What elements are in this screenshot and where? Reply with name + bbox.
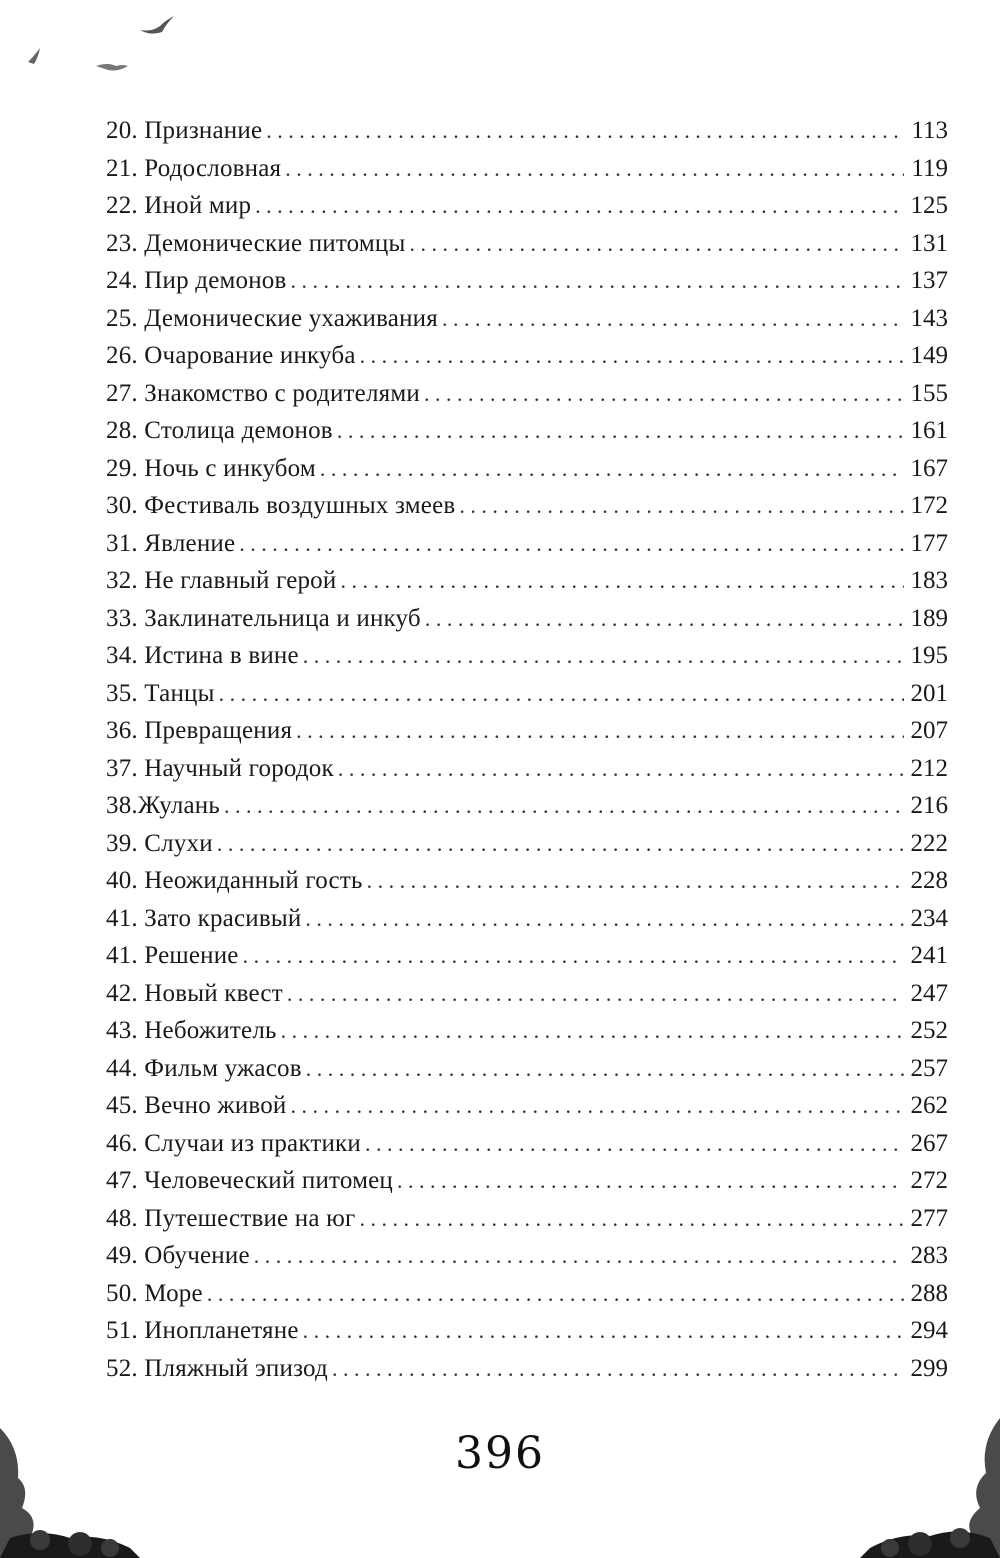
toc-entry-page: 207	[910, 717, 948, 744]
toc-leader-dots	[425, 600, 904, 638]
toc-entry	[106, 1237, 948, 1275]
toc-leader-dots	[397, 1162, 904, 1200]
toc-entry-page: 299	[910, 1354, 948, 1382]
toc-leader-dots	[303, 637, 904, 675]
toc-entry	[106, 862, 948, 900]
toc-entry-page: 262	[910, 1092, 948, 1119]
toc-leader-dots	[224, 787, 904, 825]
toc-leader-dots	[365, 1125, 904, 1163]
toc-leader-dots	[219, 675, 904, 713]
toc-entry-title: 39. Слухи	[106, 829, 213, 857]
tree-illustration-right	[850, 1388, 1000, 1558]
toc-entry-title: 40. Неожиданный гость	[106, 867, 363, 894]
toc-entry-page: 277	[910, 1204, 948, 1232]
toc-leader-dots	[306, 1050, 904, 1088]
toc-entry-title: 28. Столица демонов	[106, 417, 333, 444]
toc-entry	[106, 787, 948, 825]
toc-entry-title: 21. Родословная	[106, 154, 282, 182]
toc-entry	[106, 1050, 948, 1088]
toc-leader-dots	[296, 712, 904, 750]
toc-entry	[106, 150, 948, 188]
toc-entry-title: 42. Новый квест	[106, 979, 283, 1007]
toc-leader-dots	[281, 1012, 904, 1050]
toc-entry-title: 41. Зато красивый	[106, 904, 302, 932]
toc-entry-page: 241	[910, 942, 948, 969]
toc-leader-dots	[217, 825, 904, 863]
toc-leader-dots	[207, 1275, 904, 1313]
toc-entry-page: 222	[910, 829, 948, 857]
toc-entry-title: 34. Истина в вине	[106, 642, 299, 669]
toc-leader-dots	[340, 562, 904, 600]
toc-entry	[106, 487, 948, 525]
toc-entry-page: 167	[910, 454, 948, 482]
toc-entry	[106, 562, 948, 600]
toc-entry-title: 41. Решение	[106, 942, 239, 969]
toc-entry-page: 131	[910, 229, 948, 257]
toc-entry	[106, 675, 948, 713]
toc-entry-title: 31. Явление	[106, 529, 236, 557]
birds-illustration	[0, 0, 200, 90]
toc-leader-dots	[305, 900, 904, 938]
toc-entry-page: 247	[910, 979, 948, 1007]
toc-entry-title: 27. Знакомство с родителями	[106, 379, 420, 407]
toc-entry-page: 294	[910, 1317, 948, 1344]
toc-entry	[106, 225, 948, 263]
toc-entry-title: 24. Пир демонов	[106, 267, 287, 294]
toc-entry-page: 149	[910, 342, 948, 369]
toc-leader-dots	[359, 1200, 904, 1238]
toc-entry	[106, 1200, 948, 1238]
toc-entry-page: 161	[910, 417, 948, 444]
toc-entry-title: 37. Научный городок	[106, 754, 334, 782]
toc-entry-page: 143	[910, 304, 948, 332]
toc-entry-title: 36. Превращения	[106, 717, 293, 744]
toc-entry-page: 119	[911, 154, 948, 182]
toc-entry	[106, 712, 948, 750]
toc-leader-dots	[266, 112, 904, 150]
toc-entry-page: 257	[910, 1054, 948, 1082]
toc-entry-page: 228	[910, 867, 948, 894]
toc-leader-dots	[459, 487, 904, 525]
toc-entry-page: 113	[911, 117, 948, 144]
toc-entry	[106, 262, 948, 300]
toc-entry-page: 267	[910, 1129, 948, 1157]
toc-entry	[106, 450, 948, 488]
toc-entry-page: 137	[910, 267, 948, 294]
toc-leader-dots	[285, 150, 904, 188]
toc-entry-title: 48. Путешествие на юг	[106, 1204, 356, 1232]
toc-entry	[106, 300, 948, 338]
toc-entry	[106, 1350, 948, 1388]
toc-entry-title: 33. Заклинательница и инкуб	[106, 604, 421, 632]
toc-entry-page: 125	[910, 192, 948, 219]
toc-entry-title: 22. Иной мир	[106, 192, 252, 219]
toc-entry	[106, 937, 948, 975]
toc-leader-dots	[291, 262, 904, 300]
toc-entry	[106, 825, 948, 863]
toc-entry-title: 50. Море	[106, 1279, 203, 1307]
toc-entry	[106, 412, 948, 450]
toc-entry-title: 46. Случаи из практики	[106, 1129, 361, 1157]
toc-entry-title: 43. Небожитель	[106, 1017, 277, 1044]
toc-leader-dots	[320, 450, 904, 488]
toc-entry	[106, 1162, 948, 1200]
toc-leader-dots	[255, 187, 904, 225]
toc-leader-dots	[291, 1087, 904, 1125]
toc-entry-title: 38.Жулань	[106, 792, 220, 819]
toc-entry	[106, 637, 948, 675]
toc-leader-dots	[254, 1237, 904, 1275]
page-number: 396	[455, 1428, 545, 1479]
toc-entry-title: 47. Человеческий питомец	[106, 1167, 393, 1194]
toc-entry	[106, 337, 948, 375]
toc-entry	[106, 375, 948, 413]
toc-entry	[106, 750, 948, 788]
toc-leader-dots	[243, 937, 904, 975]
toc-entry-page: 155	[910, 379, 948, 407]
toc-entry-page: 252	[910, 1017, 948, 1044]
toc-entry-title: 49. Обучение	[106, 1242, 250, 1269]
toc-entry	[106, 525, 948, 563]
toc-entry	[106, 900, 948, 938]
toc-entry-page: 172	[910, 492, 948, 519]
toc-entry-page: 177	[910, 529, 948, 557]
toc-entry	[106, 112, 948, 150]
toc-entry-page: 272	[910, 1167, 948, 1194]
toc-entry-title: 35. Танцы	[106, 679, 215, 707]
toc-entry-title: 20. Признание	[106, 117, 263, 144]
toc-entry-page: 212	[910, 754, 948, 782]
toc-leader-dots	[338, 750, 904, 788]
toc-entry-title: 29. Ночь с инкубом	[106, 454, 316, 482]
toc-entry-title: 30. Фестиваль воздушных змеев	[106, 492, 456, 519]
toc-entry-title: 44. Фильм ужасов	[106, 1054, 302, 1082]
toc-entry	[106, 187, 948, 225]
toc-entry-title: 51. Инопланетяне	[106, 1317, 299, 1344]
toc-entry	[106, 600, 948, 638]
toc-leader-dots	[303, 1312, 904, 1350]
toc-entry-title: 23. Демонические питомцы	[106, 229, 406, 257]
toc-entry	[106, 1012, 948, 1050]
toc-entry-title: 26. Очарование инкуба	[106, 342, 356, 369]
toc-leader-dots	[409, 225, 904, 263]
toc-entry-title: 25. Демонические ухаживания	[106, 304, 438, 332]
toc-entry-page: 195	[910, 642, 948, 669]
tree-illustration-left	[0, 1388, 150, 1558]
toc-leader-dots	[360, 337, 904, 375]
toc-entry-page: 288	[910, 1279, 948, 1307]
toc-entry	[106, 1087, 948, 1125]
toc-entry	[106, 1275, 948, 1313]
toc-entry-page: 234	[910, 904, 948, 932]
toc-leader-dots	[442, 300, 904, 338]
toc-leader-dots	[367, 862, 904, 900]
toc-leader-dots	[332, 1350, 904, 1388]
toc-entry-page: 183	[910, 567, 948, 594]
toc-leader-dots	[239, 525, 904, 563]
toc-entry	[106, 1125, 948, 1163]
toc-leader-dots	[287, 975, 904, 1013]
toc-entry-title: 32. Не главный герой	[106, 567, 337, 594]
toc-entry-page: 283	[910, 1242, 948, 1269]
table-of-contents	[106, 112, 948, 1387]
toc-entry	[106, 1312, 948, 1350]
toc-entry-title: 52. Пляжный эпизод	[106, 1354, 328, 1382]
toc-entry-page: 201	[910, 679, 948, 707]
toc-leader-dots	[337, 412, 904, 450]
toc-entry-title: 45. Вечно живой	[106, 1092, 287, 1119]
toc-entry-page: 216	[910, 792, 948, 819]
toc-entry	[106, 975, 948, 1013]
toc-leader-dots	[424, 375, 904, 413]
toc-entry-page: 189	[910, 604, 948, 632]
